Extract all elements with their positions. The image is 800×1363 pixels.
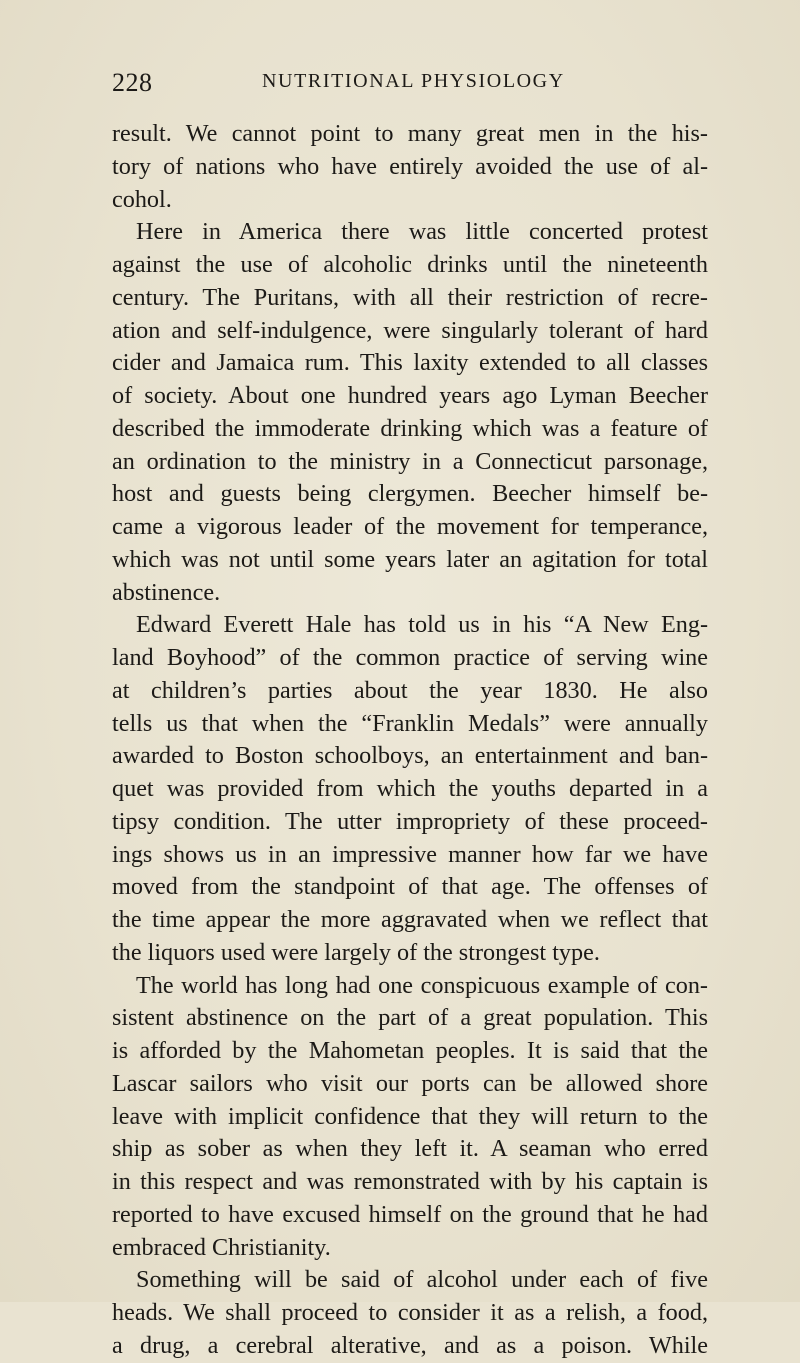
- text-line: is afforded by the Mahometan peoples. It is said that the: [112, 1037, 708, 1064]
- text-line: embraced Christianity.: [112, 1233, 331, 1261]
- text-line: tells us that when the “Franklin Medals” were annually: [112, 709, 708, 737]
- text-line: cohol.: [112, 185, 172, 213]
- text-line: The world has long had one conspicuous example of con-: [136, 971, 708, 999]
- text-line: the liquors used were largely of the strongest type.: [112, 938, 600, 966]
- page-number: 228: [112, 68, 153, 97]
- text-line: moved from the standpoint of that age. The offenses of: [112, 873, 708, 901]
- text-line: heads. We shall proceed to consider it as a relish, a food,: [112, 1299, 708, 1326]
- text-line: ation and self-indulgence, were singularly tolerant of hard: [112, 316, 708, 344]
- text-line: in this respect and was remonstrated with by his captain is: [112, 1168, 708, 1195]
- text-line: ings shows us in an impressive manner how far we have: [112, 840, 708, 868]
- text-line: century. The Puritans, with all their restriction of recre-: [112, 283, 708, 311]
- text-line: quet was provided from which the youths departed in a: [112, 775, 708, 802]
- text-line: leave with implicit confidence that they will return to the: [112, 1102, 708, 1130]
- body-text: [112, 118, 708, 1363]
- text-line: of society. About one hundred years ago Lyman Beecher: [112, 382, 708, 409]
- text-line: sistent abstinence on the part of a great population. This: [112, 1004, 708, 1032]
- running-title: NUTRITIONAL PHYSIOLOGY: [262, 70, 565, 92]
- text-line: awarded to Boston schoolboys, an entertainment and ban-: [112, 742, 708, 770]
- text-line: land Boyhood” of the common practice of serving wine: [112, 644, 708, 671]
- text-line: tipsy condition. The utter impropriety of these proceed-: [112, 807, 708, 835]
- text-line: described the immoderate drinking which was a feature of: [112, 414, 708, 442]
- text-line: tory of nations who have entirely avoided the use of al-: [112, 152, 708, 180]
- text-line: which was not until some years later an agitation for total: [112, 545, 708, 573]
- text-line: the time appear the more aggravated when we reflect that: [112, 906, 708, 933]
- text-line: host and guests being clergymen. Beecher himself be-: [112, 480, 708, 508]
- text-line: reported to have excused himself on the ground that he had: [112, 1200, 708, 1228]
- text-line: at children’s parties about the year 1830. He also: [112, 676, 708, 704]
- text-line: Here in America there was little concerted protest: [136, 218, 708, 246]
- text-line: a drug, a cerebral alterative, and as a poison. While: [112, 1331, 708, 1359]
- text-line: Lascar sailors who visit our ports can be allowed shore: [112, 1069, 708, 1097]
- text-line: result. We cannot point to many great men in the his-: [112, 120, 708, 147]
- text-line: Edward Everett Hale has told us in his “A New Eng-: [136, 611, 708, 639]
- text-line: against the use of alcoholic drinks until the nineteenth: [112, 251, 708, 278]
- text-line: cider and Jamaica rum. This laxity extended to all classes: [112, 349, 708, 377]
- text-line: came a vigorous leader of the movement for temperance,: [112, 513, 708, 540]
- text-line: an ordination to the ministry in a Connecticut parsonage,: [112, 447, 708, 475]
- running-head: [112, 68, 708, 102]
- text-line: abstinence.: [112, 578, 221, 606]
- text-line: ship as sober as when they left it. A seaman who erred: [112, 1135, 708, 1163]
- text-line: Something will be said of alcohol under each of five: [136, 1266, 708, 1294]
